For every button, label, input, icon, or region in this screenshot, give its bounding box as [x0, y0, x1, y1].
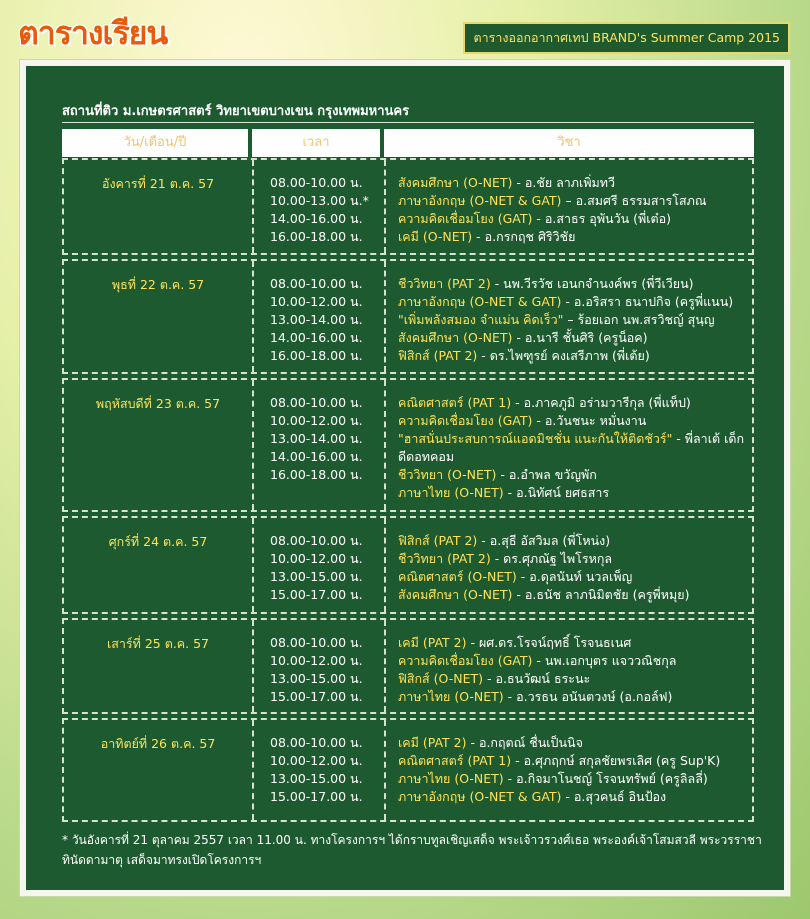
day-date: ศุกร์ที่ 24 ต.ค. 57 [108, 534, 208, 549]
teacher-name: - อ.ธนัช ลาภนิมิตชัย (ครูพี่หมุย) [512, 587, 690, 602]
subject-name: สังคมศึกษา (O-NET) [398, 330, 513, 345]
subject-name: ความคิดเชื่อมโยง (GAT) [398, 653, 533, 668]
time-slot: 16.00-18.00 น. [270, 348, 363, 363]
time-slot: 08.00-10.00 น. [270, 735, 363, 750]
session-item [398, 652, 750, 670]
column-divider [252, 380, 254, 510]
special-session-title: "เพิ่มพลังสมอง จำแม่น คิดเร็ว" [398, 312, 564, 327]
teacher-name: - อ.สุวคนธ์ อินป้อง [561, 789, 667, 804]
time-slot: 10.00-13.00 น.* [270, 193, 369, 208]
time-list [270, 734, 382, 806]
subject-name: ภาษาไทย (O-NET) [398, 485, 504, 500]
teacher-name: - อ.สาธร อุพันวัน (พี่เต๋อ) [532, 211, 672, 226]
session-item [398, 734, 750, 752]
session-item [398, 347, 750, 365]
time-list [270, 532, 382, 604]
time-slot: 15.00-17.00 น. [270, 587, 363, 602]
time-slot: 08.00-10.00 น. [270, 635, 363, 650]
time-slot: 14.00-16.00 น. [270, 330, 363, 345]
teacher-name: – ร้อยเอก นพ.สรวิชญ์ สุนฺญ [563, 312, 715, 327]
session-list [398, 634, 750, 706]
time-slot: 16.00-18.00 น. [270, 229, 363, 244]
session-list [398, 394, 750, 502]
teacher-name: - อ.ธนวัฒน์ ธระนะ [483, 671, 591, 686]
session-item [398, 412, 750, 430]
session-item [398, 634, 750, 652]
time-slot: 15.00-17.00 น. [270, 689, 363, 704]
teacher-name: - อ.อำพล ขวัญพัก [496, 467, 597, 482]
subject-name: คณิตศาสตร์ (PAT 1) [398, 753, 512, 768]
time-slot: 13.00-14.00 น. [270, 431, 363, 446]
session-item [398, 532, 750, 550]
subject-name: ฟิสิกส์ (O-NET) [398, 671, 483, 686]
time-slot: 08.00-10.00 น. [270, 175, 363, 190]
session-list [398, 174, 750, 246]
session-item [398, 688, 750, 706]
subject-name: ภาษาไทย (O-NET) [398, 771, 504, 786]
subject-name: ภาษาไทย (O-NET) [398, 689, 504, 704]
column-divider [384, 620, 386, 712]
teacher-name: - ผศ.ดร.โรจน์ฤทธิ์ โรจนธเนศ [466, 635, 632, 650]
time-list [270, 634, 382, 706]
column-divider [252, 620, 254, 712]
subject-name: ภาษาอังกฤษ (O-NET & GAT) [398, 294, 562, 309]
teacher-name: - อ.นารี ชั้นศิริ (ครูน็อค) [512, 330, 648, 345]
session-list [398, 532, 750, 604]
subject-name: เคมี (O-NET) [398, 229, 473, 244]
subject-name: สังคมศึกษา (O-NET) [398, 175, 513, 190]
time-slot: 14.00-16.00 น. [270, 449, 363, 464]
column-divider [384, 518, 386, 612]
schedule-row [62, 718, 754, 822]
session-item [398, 192, 750, 210]
teacher-name: - นพ.เอกบุตร แจววณิชกุล [532, 653, 677, 668]
subject-name: ภาษาอังกฤษ (O-NET & GAT) [398, 193, 562, 208]
subject-name: เคมี (PAT 2) [398, 635, 467, 650]
footnote: * วันอังคารที่ 21 ตุลาคม 2557 เวลา 11.00 น. ทางโครงการฯ ได้กราบทูลเชิญเสด็จ พระเจ้าวรวงศ์เธอ พระองค์เจ้าโสมสวลี พระวรราชาทินัดดามาตุ เสด็จมาทรงเปิดโครงการฯ [62, 833, 762, 867]
session-item [398, 311, 750, 329]
column-divider [384, 261, 386, 372]
session-item [398, 752, 750, 770]
time-slot: 10.00-12.00 น. [270, 294, 363, 309]
session-list [398, 734, 750, 806]
day-date: เสาร์ที่ 25 ต.ค. 57 [106, 636, 210, 651]
time-slot: 08.00-10.00 น. [270, 533, 363, 548]
venue-text: สถานที่ติว ม.เกษตรศาสตร์ วิทยาเขตบางเขน กรุงเทพมหานคร [62, 104, 410, 119]
column-divider [252, 720, 254, 820]
time-slot: 15.00-17.00 น. [270, 789, 363, 804]
subject-name: สังคมศึกษา (O-NET) [398, 587, 513, 602]
subject-name: เคมี (PAT 2) [398, 735, 467, 750]
teacher-name: - อ.สุธี อัสวิมล (พี่โหน่ง) [477, 533, 611, 548]
teacher-name: - อ.วรธน อนันตวงษ์ (อ.กอล์ฟ) [503, 689, 673, 704]
teacher-name: - อ.ชัย ลาภเพิ่มทวี [512, 175, 616, 190]
time-list [270, 174, 382, 246]
subject-name: คณิตศาสตร์ (PAT 1) [398, 395, 512, 410]
teacher-name: - อ.นิทัศน์ ยศธสาร [503, 485, 610, 500]
column-header-subject: วิชา [384, 129, 754, 157]
page-title: ตารางเรียน [18, 14, 168, 52]
session-list [398, 275, 750, 365]
subject-name: ภาษาอังกฤษ (O-NET & GAT) [398, 789, 562, 804]
time-slot: 10.00-12.00 น. [270, 753, 363, 768]
teacher-name: - อ.กรกฤช ศิริวิชัย [472, 229, 576, 244]
column-divider [252, 160, 254, 253]
day-date: อังคารที่ 21 ต.ค. 57 [101, 176, 215, 191]
session-item [398, 550, 750, 568]
teacher-name: - พี่ลาเต้ เด็กดีดอทคอม [398, 431, 745, 464]
divider [62, 122, 754, 123]
session-item [398, 466, 750, 484]
teacher-name: - อ.ดุลนันท์ นวลเพ็ญ [516, 569, 633, 584]
teacher-name: - อ.กิจมาโนชญ์ โรจนทรัพย์ (ครูลิลลี่) [503, 771, 708, 786]
teacher-name: - อ.ศุภฤกษ์ สกุลชัยพรเลิศ (ครู Sup'K) [511, 753, 721, 768]
schedule-row [62, 158, 754, 255]
time-list [270, 394, 382, 484]
session-item [398, 430, 750, 466]
subject-name: ฟิสิกส์ (PAT 2) [398, 533, 478, 548]
subject-name: ชีววิทยา (O-NET) [398, 467, 497, 482]
session-item [398, 568, 750, 586]
subject-name: ความคิดเชื่อมโยง (GAT) [398, 413, 533, 428]
time-slot: 08.00-10.00 น. [270, 276, 363, 291]
time-slot: 08.00-10.00 น. [270, 395, 363, 410]
schedule-row [62, 618, 754, 714]
session-item [398, 788, 750, 806]
time-list [270, 275, 382, 365]
teacher-name: - อ.วันชนะ หมั่นงาน [532, 413, 647, 428]
subject-name: ชีววิทยา (PAT 2) [398, 276, 491, 291]
time-slot: 10.00-12.00 น. [270, 653, 363, 668]
time-slot: 13.00-15.00 น. [270, 671, 363, 686]
teacher-name: - นพ.วีรวัช เอนกจำนงค์พร (พี่วีเวียน) [490, 276, 694, 291]
session-item [398, 293, 750, 311]
day-date: พุธที่ 22 ต.ค. 57 [111, 277, 205, 292]
day-date: อาทิตย์ที่ 26 ต.ค. 57 [100, 736, 216, 751]
schedule-row [62, 516, 754, 614]
session-item [398, 275, 750, 293]
time-slot: 10.00-12.00 น. [270, 413, 363, 428]
teacher-name: - ดร.ศุภณัฐ ไพโรหกุล [490, 551, 613, 566]
time-slot: 13.00-15.00 น. [270, 569, 363, 584]
schedule-board [20, 60, 790, 896]
time-slot: 10.00-12.00 น. [270, 551, 363, 566]
session-item [398, 394, 750, 412]
subject-name: ชีววิทยา (PAT 2) [398, 551, 491, 566]
schedule-row [62, 378, 754, 512]
subject-name: คณิตศาสตร์ (O-NET) [398, 569, 517, 584]
time-slot: 13.00-15.00 น. [270, 771, 363, 786]
column-divider [384, 160, 386, 253]
subject-name: ความคิดเชื่อมโยง (GAT) [398, 211, 533, 226]
teacher-name: - อ.อริสรา ธนาปกิจ (ครูพี่แนน) [561, 294, 734, 309]
schedule-row [62, 259, 754, 374]
session-item [398, 228, 750, 246]
teacher-name: – อ.สมศรี ธรรมสารโสภณ [561, 193, 707, 208]
time-slot: 14.00-16.00 น. [270, 211, 363, 226]
subject-name: ฟิสิกส์ (PAT 2) [398, 348, 478, 363]
time-slot: 16.00-18.00 น. [270, 467, 363, 482]
teacher-name: - อ.ภาคภูมิ อร่ามวารีกุล (พี่แท็ป) [511, 395, 691, 410]
column-divider [252, 261, 254, 372]
special-session-title: "ฮาสนั่นประสบการณ์แอดมิชชั่น แนะกันให้ติดชัวร์" [398, 431, 673, 446]
column-divider [384, 720, 386, 820]
session-item [398, 210, 750, 228]
session-item [398, 770, 750, 788]
session-item [398, 484, 750, 502]
session-item [398, 174, 750, 192]
teacher-name: - ดร.ไพฑูรย์ คงเสรีภาพ (พี่เต้ย) [477, 348, 650, 363]
teacher-name: - อ.กฤตณ์ ชื่นเป็นนิจ [466, 735, 583, 750]
session-item [398, 329, 750, 347]
session-item [398, 586, 750, 604]
day-date: พฤหัสบดีที่ 23 ต.ค. 57 [95, 396, 221, 411]
time-slot: 13.00-14.00 น. [270, 312, 363, 327]
column-header-time: เวลา [252, 129, 380, 157]
session-item [398, 670, 750, 688]
column-divider [384, 380, 386, 510]
camp-badge: ตารางออกอากาศเทป BRAND's Summer Camp 2015 [463, 22, 790, 54]
column-divider [252, 518, 254, 612]
column-header-date: วัน/เดือน/ปี [62, 129, 248, 157]
